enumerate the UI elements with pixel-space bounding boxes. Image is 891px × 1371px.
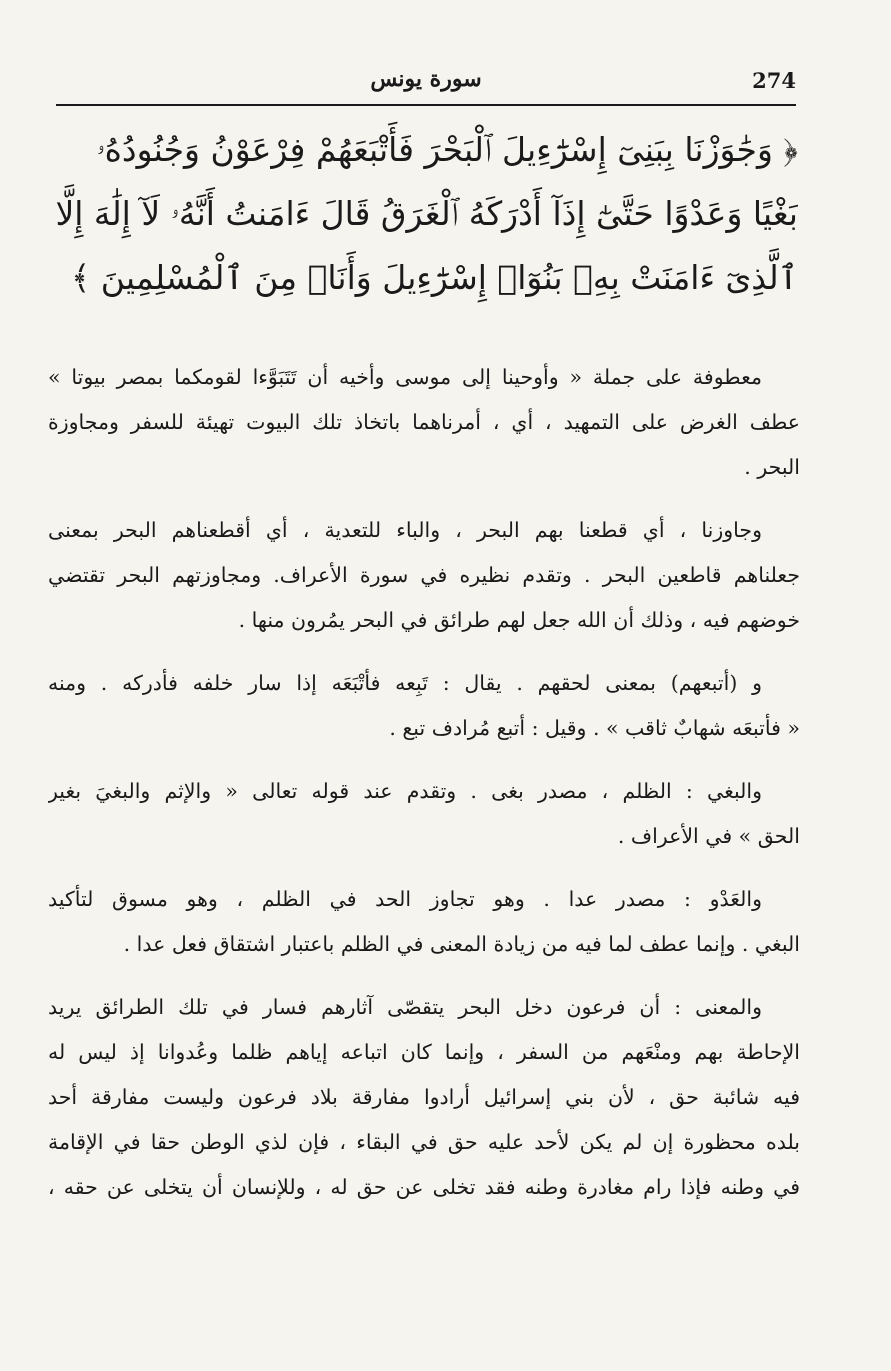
text-line: « فأتبعَه شهابٌ ثاقب » . وقيل : أتبع مُرادف تبع . [389, 716, 800, 740]
verse-line: ٱلَّذِىٓ ءَامَنَتْ بِهِۦ بَنُوٓا۟ إِسْرَٰٓءِيلَ وَأَنَا۠ مِنَ ٱلْمُسْلِمِينَ ﴾ [70, 258, 798, 297]
surah-title: سورة يونس [370, 66, 482, 92]
header-rule [56, 104, 796, 106]
commentary-paragraph [48, 661, 800, 751]
commentary-paragraph [48, 355, 800, 490]
commentary-paragraph [48, 508, 800, 643]
text-line: و (أتبعهم) بمعنى لحقهم . يقال : تَبِعه فأتْبَعَه إذا سار خلفه فأدركه . ومنه [48, 671, 762, 695]
text-line: البحر . [744, 455, 800, 479]
text-line: وجاوزنا ، أي قطعنا بهم البحر ، والباء للتعدية ، أي أقطعناهم البحر بمعنى [48, 518, 762, 542]
commentary-paragraph [48, 769, 800, 859]
text-line: فيه شائبة حق ، لأن بني إسرائيل أرادوا مفارقة بلاد فرعون وليست مفارقة أحد [48, 1085, 800, 1109]
text-line: والمعنى : أن فرعون دخل البحر يتقصّى آثارهم فسار في تلك الطرائق يريد [48, 995, 762, 1019]
text-line: الإحاطة بهم ومنْعَهم من السفر ، وإنما كان اتباعه إياهم ظلما وعُدوانا إذ ليس له [48, 1040, 800, 1064]
page-number: 274 [752, 68, 796, 93]
verse-line: بَغْيًا وَعَدْوًا حَتَّىٰٓ إِذَآ أَدْرَكَهُ ٱلْغَرَقُ قَالَ ءَامَنتُ أَنَّهُۥ لَآ إِلَٰهَ إِلَّا [55, 194, 798, 233]
text-line: بلده محظورة إن لم يكن لأحد عليه حق في البقاء ، فإن لذي الوطن حقا في الإقامة [48, 1130, 800, 1154]
text-line: جعلناهم قاطعين البحر . وتقدم نظيره في سورة الأعراف. ومجاوزتهم البحر تقتضي [48, 563, 800, 587]
text-line: معطوفة على جملة « وأوحينا إلى موسى وأخيه أن تَتَبَوَّءا لقومكما بمصر بيوتا » [48, 365, 762, 389]
commentary [48, 355, 800, 1228]
quran-verse [50, 118, 798, 310]
text-line: خوضهم فيه ، وذلك أن الله جعل لهم طرائق في البحر يمُرون منها . [238, 608, 800, 632]
text-line: عطف الغرض على التمهيد ، أي ، أمرناهما باتخاذ تلك البيوت تهيئة للسفر ومجاوزة [48, 410, 800, 434]
text-line: والعَدْو : مصدر عدا . وهو تجاوز الحد في الظلم ، وهو مسوق لتأكيد [48, 887, 762, 911]
text-line: البغي . وإنما عطف لما فيه من زيادة المعنى في الظلم باعتبار اشتقاق فعل عدا . [123, 932, 800, 956]
text-line: والبغي : الظلم ، مصدر بغى . وتقدم عند قوله تعالى « والإثم والبغيَ بغير [48, 779, 762, 803]
page-header [56, 62, 796, 102]
commentary-paragraph [48, 985, 800, 1210]
text-line: في وطنه فإذا رام مغادرة وطنه فقد تخلى عن حق له ، وللإنسان أن يتخلى عن حقه ، [48, 1175, 800, 1199]
verse-line: ﴿ وَجَٰوَزْنَا بِبَنِىٓ إِسْرَٰٓءِيلَ ٱلْبَحْرَ فَأَتْبَعَهُمْ فِرْعَوْنُ وَجُنُودُهُۥ [96, 130, 798, 169]
text-line: الحق » في الأعراف . [617, 824, 800, 848]
commentary-paragraph [48, 877, 800, 967]
